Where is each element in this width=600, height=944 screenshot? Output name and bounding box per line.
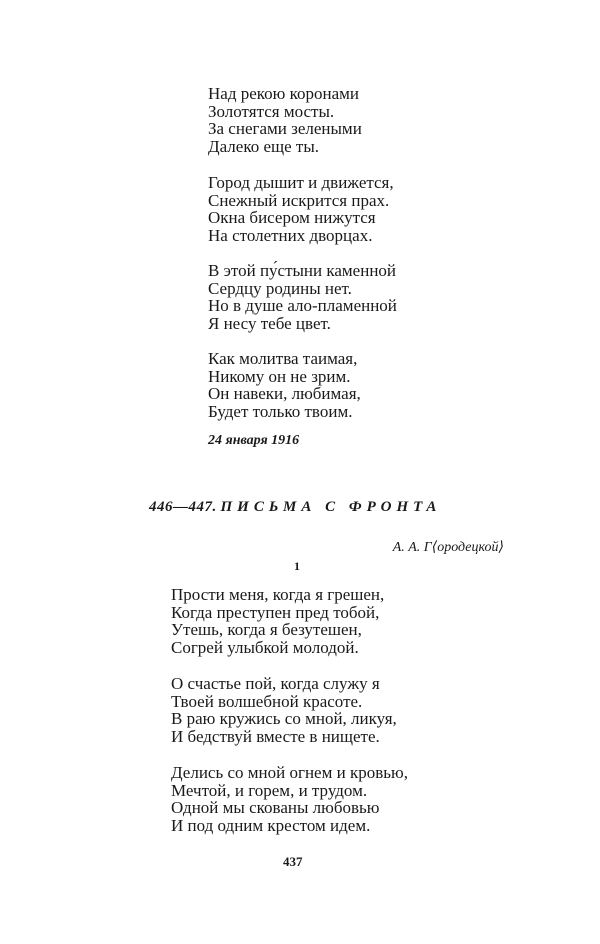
poem-line: Никому он не зрим.: [208, 366, 351, 386]
poem-line: Он навеки, любимая,: [208, 384, 361, 404]
poem-line: Утешь, когда я безутешен,: [171, 620, 362, 640]
poem-line: Но в душе ало-пламенной: [208, 296, 397, 316]
poem-line: Прости меня, когда я грешен,: [171, 585, 385, 604]
stanza: [208, 350, 361, 421]
poem-date: 24 января 1916: [208, 433, 300, 448]
poem-line: Согрей улыбкой молодой.: [171, 638, 359, 658]
poem-line: И бедствуй вместе в нищете.: [171, 727, 380, 747]
poem-line: Снежный искрится прах.: [208, 190, 390, 210]
poem-line: Далеко еще ты.: [208, 137, 319, 157]
poem-line: Мечтой, и горем, и трудом.: [171, 780, 368, 800]
stanza: [171, 675, 397, 746]
part-number: 1: [294, 559, 300, 573]
poem-line: Золотятся мосты.: [208, 101, 335, 121]
dedication: А. А. Г⟨ородецкой⟩: [392, 540, 504, 555]
poem-line: И под одним крестом идем.: [171, 816, 371, 836]
poem-line: О счастье пой, когда служу я: [171, 674, 380, 693]
stanza: [208, 174, 394, 245]
poem-line: Окна бисером нижутся: [208, 208, 376, 228]
poem-line: Сердцу родины нет.: [208, 278, 352, 298]
poem-line: Как молитва таимая,: [208, 349, 358, 368]
poem-line: Одной мы скованы любовью: [171, 798, 380, 818]
poem-line: В этой пу́стыни каменной: [208, 261, 397, 280]
poem-line: Город дышит и движется,: [208, 173, 394, 192]
stanza: [171, 586, 384, 657]
poem-line: Будет только твоим.: [208, 402, 353, 422]
poem-line: Твоей волшебной красоте.: [171, 691, 363, 711]
page-number: 437: [283, 854, 303, 869]
stanza: [208, 262, 397, 333]
section-heading: [149, 499, 441, 516]
section-title: ПИСЬМА С ФРОНТА: [220, 499, 442, 515]
stanza: [208, 85, 362, 156]
poem-line: За снегами зелеными: [208, 119, 362, 139]
poem-line: Делись со мной огнем и кровью,: [171, 763, 408, 782]
stanza: [171, 764, 408, 835]
poem-line: На столетних дворцах.: [208, 226, 373, 246]
section-number: 446—447.: [149, 499, 217, 515]
poem-line: Когда преступен пред тобой,: [171, 602, 380, 622]
poem-line: В раю кружись со мной, ликуя,: [171, 709, 397, 729]
poem-line: Над рекою коронами: [208, 84, 360, 103]
poem-line: Я несу тебе цвет.: [208, 314, 331, 334]
